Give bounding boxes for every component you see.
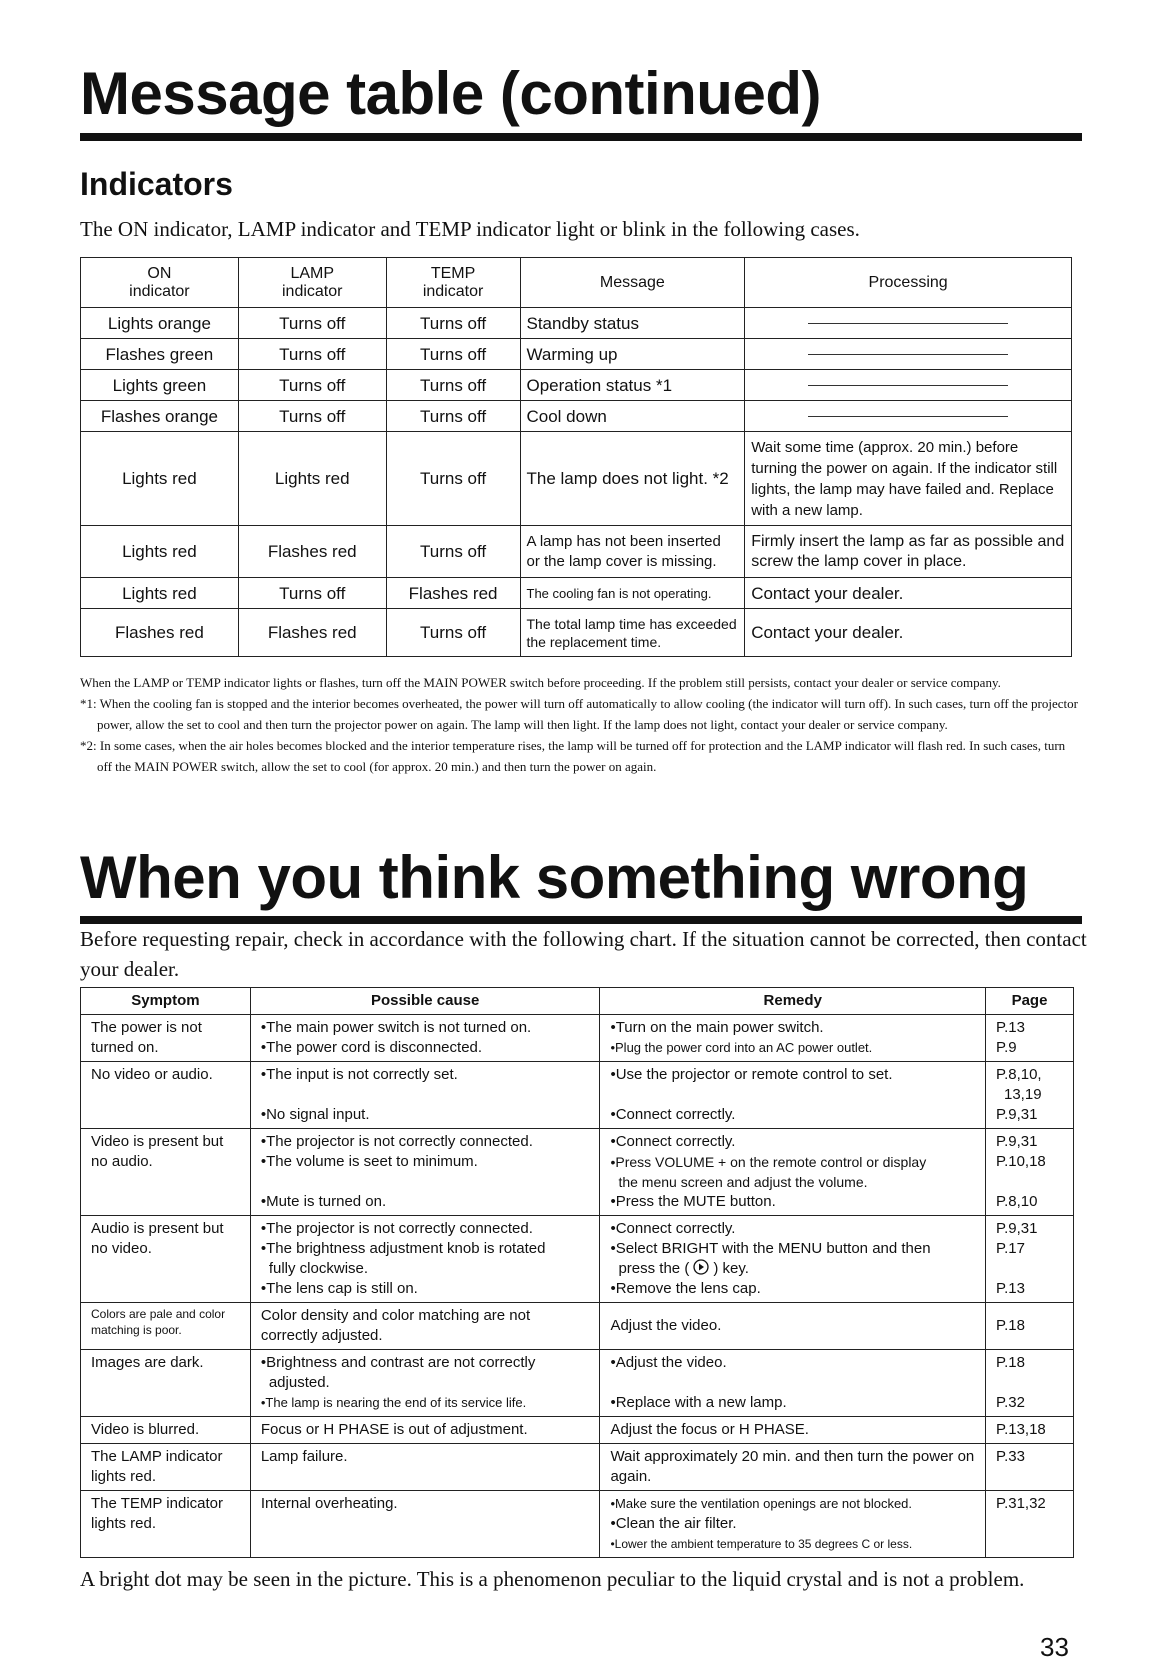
symptom-header-row <box>81 988 1074 1015</box>
cell-symptom: The TEMP indicator lights red. <box>81 1491 251 1558</box>
cell-processing <box>745 370 1072 401</box>
title-rule <box>80 133 1082 141</box>
cell-symptom: No video or audio. <box>81 1062 251 1129</box>
cell-page <box>986 1350 1074 1417</box>
cell-processing <box>745 339 1072 370</box>
empty-dash <box>808 354 1008 355</box>
table-row <box>81 1350 1074 1417</box>
header-temp: TEMP indicator <box>386 258 520 308</box>
empty-dash <box>808 323 1008 324</box>
cause-line: •The main power switch is not turned on. <box>260 1019 532 1036</box>
table-row <box>81 1216 1074 1303</box>
cell-on: Flashes orange <box>81 401 239 432</box>
cause-line: •The lamp is nearing the end of its service life. <box>260 1395 527 1410</box>
remedy-line: •Connect correctly. <box>610 1133 736 1150</box>
cause-line: •The projector is not correctly connected. <box>260 1133 533 1150</box>
cell-cause: Focus or H PHASE is out of adjustment. <box>250 1417 600 1444</box>
header-processing: Processing <box>745 258 1072 308</box>
cell-cause: Color density and color matching are not correctly adjusted. <box>250 1303 600 1350</box>
cell-page <box>986 1216 1074 1303</box>
cell-lamp: Lights red <box>238 432 386 526</box>
section-title: When you think something wrong <box>80 844 1029 911</box>
cell-remedy <box>600 1216 986 1303</box>
cell-cause: Internal overheating. <box>250 1491 600 1558</box>
cell-remedy: Wait approximately 20 min. and then turn the power on again. <box>600 1444 986 1491</box>
cell-temp: Turns off <box>386 401 520 432</box>
remedy-line: •Remove the lens cap. <box>610 1280 761 1297</box>
remedy-line: •Press the MUTE button. <box>610 1193 776 1210</box>
table-row <box>81 432 1072 526</box>
right-arrow-key-icon <box>692 1259 710 1275</box>
empty-dash <box>808 416 1008 417</box>
cause-line: •No signal input. <box>260 1106 370 1123</box>
cell-on: Lights red <box>81 578 239 609</box>
page-ref: P.10,18 <box>996 1153 1046 1170</box>
cell-temp: Turns off <box>386 308 520 339</box>
cell-processing: Firmly insert the lamp as far as possible and screw the lamp cover in place. <box>745 526 1072 578</box>
cell-lamp: Flashes red <box>238 609 386 657</box>
cell-page: P.18 <box>986 1303 1074 1350</box>
cell-cause <box>250 1129 600 1216</box>
remedy-line: •Select BRIGHT with the MENU button and then <box>610 1240 931 1257</box>
indicator-notes <box>80 672 1080 777</box>
remedy-line: •Plug the power cord into an AC power outlet. <box>610 1040 873 1055</box>
cell-temp: Flashes red <box>386 578 520 609</box>
cell-cause <box>250 1350 600 1417</box>
page-title: Message table (continued) <box>80 60 821 127</box>
cell-on: Lights green <box>81 370 239 401</box>
cell-lamp: Flashes red <box>238 526 386 578</box>
page-ref: 13,19 <box>1004 1086 1042 1103</box>
remedy-line: •Make sure the ventilation openings are not blocked. <box>610 1496 913 1511</box>
indicator-header-row <box>81 258 1072 308</box>
cell-on: Lights red <box>81 432 239 526</box>
cause-line: •Mute is turned on. <box>260 1193 387 1210</box>
indicator-table <box>80 257 1072 657</box>
cell-remedy <box>600 1491 986 1558</box>
cell-processing: Contact your dealer. <box>745 578 1072 609</box>
cell-message: The cooling fan is not operating. <box>520 578 745 609</box>
cell-message: The lamp does not light. *2 <box>520 432 745 526</box>
cell-remedy <box>600 1350 986 1417</box>
cell-lamp: Turns off <box>238 339 386 370</box>
header-remedy: Remedy <box>600 988 986 1015</box>
cell-on: Flashes green <box>81 339 239 370</box>
note-main: When the LAMP or TEMP indicator lights or flashes, turn off the MAIN POWER switch before proceeding. If the problem still persists, contact your dealer or service company. <box>80 675 1001 690</box>
table-row <box>81 1491 1074 1558</box>
cell-message: Standby status <box>520 308 745 339</box>
page-ref: P.8,10, <box>996 1066 1042 1083</box>
cause-line: •The input is not correctly set. <box>260 1066 458 1083</box>
note-2: *2: In some cases, when the air holes becomes blocked and the interior temperature rises, the lamp will be turned off for protection and the LAMP indicator will flash red. In such cases, turn off the MAIN POWER switch, allow the set to cool (for approx. 20 min.) and then turn the power on again. <box>80 738 1066 774</box>
cell-lamp: Turns off <box>238 401 386 432</box>
page-number: 33 <box>1040 1632 1069 1662</box>
cause-line: •The volume is seet to minimum. <box>260 1153 478 1170</box>
table-row <box>81 1015 1074 1062</box>
troubleshooting-intro: Before requesting repair, check in accordance with the following chart. If the situation cannot be corrected, then contact your dealer. <box>80 927 1087 981</box>
cell-remedy: Adjust the video. <box>600 1303 986 1350</box>
cell-on: Flashes red <box>81 609 239 657</box>
footer-note: A bright dot may be seen in the picture. This is a phenomenon peculiar to the liquid crystal and is not a problem. <box>80 1567 1025 1591</box>
cell-temp: Turns off <box>386 526 520 578</box>
table-row <box>81 609 1072 657</box>
cause-line: •The lens cap is still on. <box>260 1280 418 1297</box>
page-ref: P.13 <box>996 1019 1025 1036</box>
page-ref: P.17 <box>996 1240 1025 1257</box>
header-page: Page <box>986 988 1074 1015</box>
page-ref: P.13 <box>996 1280 1025 1297</box>
cell-message: Warming up <box>520 339 745 370</box>
remedy-line: •Press VOLUME + on the remote control or display <box>610 1154 927 1170</box>
cell-cause <box>250 1062 600 1129</box>
table-row <box>81 1303 1074 1350</box>
cause-line: adjusted. <box>268 1374 330 1391</box>
remedy-line <box>610 1259 975 1279</box>
cell-page: P.33 <box>986 1444 1074 1491</box>
header-cause: Possible cause <box>250 988 600 1015</box>
cell-symptom: The power is not turned on. <box>81 1015 251 1062</box>
cell-cause: Lamp failure. <box>250 1444 600 1491</box>
page-ref: P.9,31 <box>996 1106 1038 1123</box>
cell-lamp: Turns off <box>238 308 386 339</box>
cell-on: Lights red <box>81 526 239 578</box>
section-subtitle: Indicators <box>80 166 233 202</box>
cell-cause <box>250 1216 600 1303</box>
remedy-line: •Clean the air filter. <box>610 1515 737 1532</box>
table-row <box>81 1129 1074 1216</box>
cell-temp: Turns off <box>386 370 520 401</box>
cell-page <box>986 1129 1074 1216</box>
remedy-line: •Connect correctly. <box>610 1106 736 1123</box>
cause-line: fully clockwise. <box>268 1260 369 1277</box>
cell-remedy: Adjust the focus or H PHASE. <box>600 1417 986 1444</box>
table-row <box>81 370 1072 401</box>
remedy-line: •Turn on the main power switch. <box>610 1019 824 1036</box>
table-row <box>81 1417 1074 1444</box>
table-row <box>81 401 1072 432</box>
title-rule <box>80 916 1082 924</box>
cell-page: P.13,18 <box>986 1417 1074 1444</box>
cell-processing: Wait some time (approx. 20 min.) before turning the power on again. If the indicator still lights, the lamp may have failed and. Replace with a new lamp. <box>745 432 1072 526</box>
cell-temp: Turns off <box>386 432 520 526</box>
remedy-line: •Adjust the video. <box>610 1354 727 1371</box>
cell-symptom: Images are dark. <box>81 1350 251 1417</box>
table-row <box>81 578 1072 609</box>
cell-symptom: Video is present but no audio. <box>81 1129 251 1216</box>
page-ref: P.32 <box>996 1394 1025 1411</box>
cell-remedy <box>600 1062 986 1129</box>
remedy-line: •Connect correctly. <box>610 1220 736 1237</box>
page-ref: P.9,31 <box>996 1220 1038 1237</box>
cell-message: Operation status *1 <box>520 370 745 401</box>
cell-message: Cool down <box>520 401 745 432</box>
cause-line: •The brightness adjustment knob is rotated <box>260 1240 546 1257</box>
header-symptom: Symptom <box>81 988 251 1015</box>
cell-temp: Turns off <box>386 339 520 370</box>
cell-symptom: Colors are pale and color matching is poor. <box>81 1303 251 1350</box>
cell-processing <box>745 401 1072 432</box>
remedy-line: •Replace with a new lamp. <box>610 1394 787 1411</box>
indicators-intro: The ON indicator, LAMP indicator and TEMP indicator light or blink in the following cases. <box>80 217 860 241</box>
cell-page <box>986 1062 1074 1129</box>
cell-processing: Contact your dealer. <box>745 609 1072 657</box>
cell-processing <box>745 308 1072 339</box>
cell-lamp: Turns off <box>238 578 386 609</box>
cause-line: •The projector is not correctly connected. <box>260 1220 533 1237</box>
cell-cause <box>250 1015 600 1062</box>
table-row <box>81 1062 1074 1129</box>
cell-lamp: Turns off <box>238 370 386 401</box>
header-on: ON indicator <box>81 258 239 308</box>
cell-message: The total lamp time has exceeded the replacement time. <box>520 609 745 657</box>
cell-remedy <box>600 1015 986 1062</box>
symptom-table <box>80 987 1074 1558</box>
cell-remedy <box>600 1129 986 1216</box>
cell-symptom: Audio is present but no video. <box>81 1216 251 1303</box>
remedy-line: the menu screen and adjust the volume. <box>618 1174 868 1190</box>
page-ref: P.18 <box>996 1354 1025 1371</box>
page-ref: P.8,10 <box>996 1193 1038 1210</box>
table-row <box>81 526 1072 578</box>
cell-symptom: Video is blurred. <box>81 1417 251 1444</box>
table-row <box>81 339 1072 370</box>
cause-line: •Brightness and contrast are not correctly <box>260 1354 536 1371</box>
note-1: *1: When the cooling fan is stopped and the interior becomes overheated, the power will turn off automatically to allow cooling (the indicator will turn off). In such cases, turn off the projector power, allow the set to cool and then turn the projector power on again. The lamp will then light. If the lamp does not light, contact your dealer or service company. <box>80 696 1078 732</box>
page-ref: P.9,31 <box>996 1133 1038 1150</box>
header-message: Message <box>520 258 745 308</box>
cell-temp: Turns off <box>386 609 520 657</box>
table-row <box>81 1444 1074 1491</box>
cell-page: P.31,32 <box>986 1491 1074 1558</box>
cell-symptom: The LAMP indicator lights red. <box>81 1444 251 1491</box>
cell-page <box>986 1015 1074 1062</box>
empty-dash <box>808 385 1008 386</box>
remedy-line: •Use the projector or remote control to set. <box>610 1066 893 1083</box>
remedy-text: press the ( <box>618 1260 690 1277</box>
header-lamp: LAMP indicator <box>238 258 386 308</box>
remedy-text: ) key. <box>713 1260 749 1277</box>
cause-line: •The power cord is disconnected. <box>260 1039 483 1056</box>
cell-message: A lamp has not been inserted or the lamp cover is missing. <box>520 526 745 578</box>
cell-on: Lights orange <box>81 308 239 339</box>
table-row <box>81 308 1072 339</box>
remedy-line: •Lower the ambient temperature to 35 degrees C or less. <box>610 1537 913 1551</box>
page-ref: P.9 <box>996 1039 1017 1056</box>
